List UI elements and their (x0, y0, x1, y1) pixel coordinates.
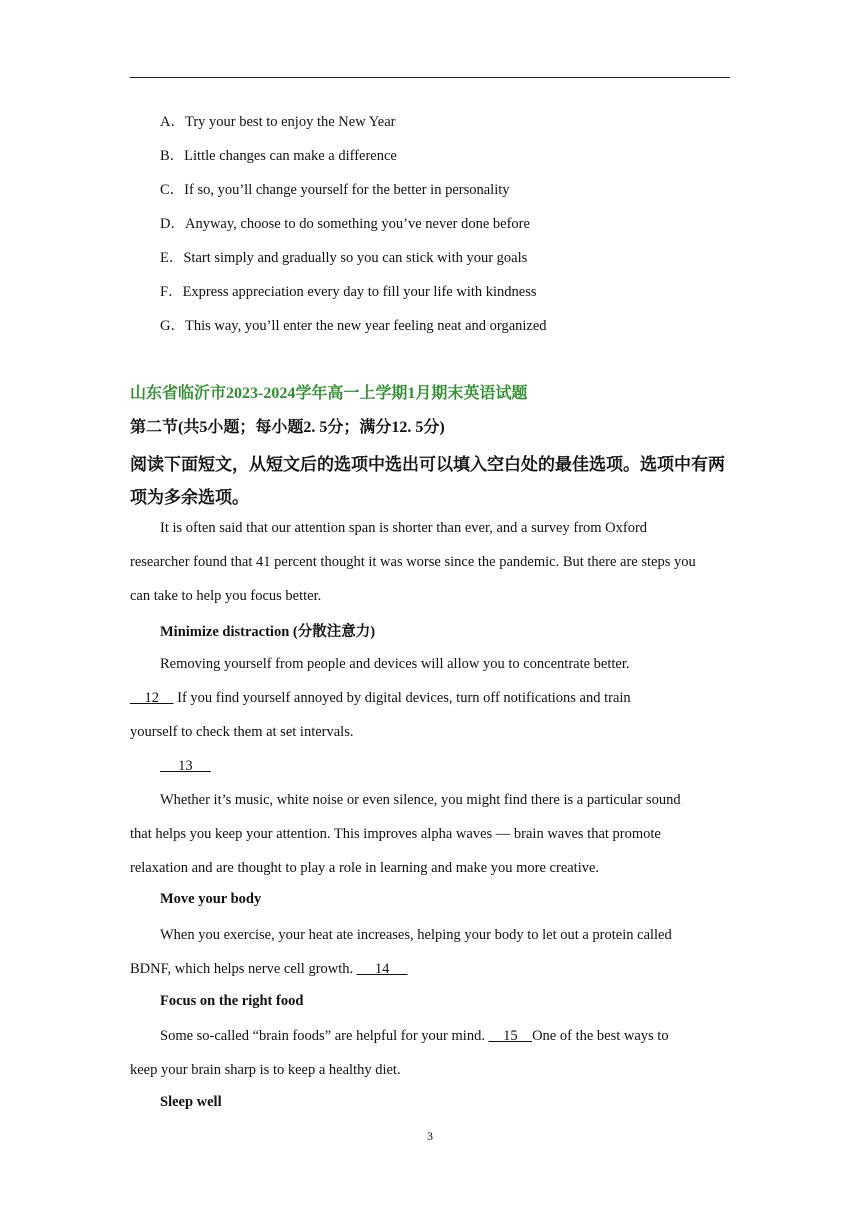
intro-line-2: researcher found that 41 percent thought it was worse since the pandemic. But there are steps you (130, 554, 696, 570)
header-rule (130, 77, 730, 78)
option-a: A．Try your best to enjoy the New Year (160, 114, 396, 130)
blank-13: 13 (160, 758, 211, 774)
food-line-1: Some so-called “brain foods” are helpful for your mind. 15 One of the best ways to (160, 1028, 669, 1044)
instructions-line-2: 项为多余选项。 (130, 488, 249, 507)
blank-14: 14 (356, 961, 408, 977)
heading-sleep-well: Sleep well (160, 1094, 222, 1110)
option-f: F．Express appreciation every day to fill your life with kindness (160, 284, 537, 300)
section-header: 第二节(共5小题；每小题2. 5分；满分12. 5分) (130, 419, 445, 436)
option-e: E．Start simply and gradually so you can stick with your goals (160, 250, 528, 266)
intro-line-3: can take to help you focus better. (130, 588, 322, 604)
minimize-line-1: Removing yourself from people and devices will allow you to concentrate better. (160, 656, 630, 672)
blank-15: 15 (488, 1028, 533, 1044)
instructions-line-1: 阅读下面短文，从短文后的选项中选出可以填入空白处的最佳选项。选项中有两 (130, 455, 725, 474)
option-c: C．If so, you’ll change yourself for the better in personality (160, 182, 510, 198)
move-line-1: When you exercise, your heat ate increases, helping your body to let out a protein called (160, 927, 672, 943)
blank-13-line (160, 756, 211, 776)
minimize-line-3: yourself to check them at set intervals. (130, 724, 354, 740)
section-title: 山东省临沂市2023-2024学年高一上学期1月期末英语试题 (130, 385, 528, 402)
option-g: G．This way, you’ll enter the new year feeling neat and organized (160, 318, 547, 334)
minimize-line-2: 12 If you find yourself annoyed by digital devices, turn off notifications and train (130, 690, 631, 706)
option-b: B．Little changes can make a difference (160, 148, 397, 164)
option-d: D．Anyway, choose to do something you’ve never done before (160, 216, 530, 232)
intro-line-1: It is often said that our attention span is shorter than ever, and a survey from Oxford (160, 520, 648, 536)
page-number: 3 (427, 1129, 433, 1143)
heading-focus-food: Focus on the right food (160, 993, 304, 1009)
sound-line-1: Whether it’s music, white noise or even silence, you might find there is a particular sound (160, 792, 681, 808)
blank-12: 12 (130, 690, 174, 706)
heading-minimize-distraction: Minimize distraction (分散注意力) (160, 624, 376, 640)
sound-line-3: relaxation and are thought to play a role in learning and make you more creative. (130, 860, 600, 876)
heading-move-your-body: Move your body (160, 891, 262, 907)
food-line-2: keep your brain sharp is to keep a healthy diet. (130, 1062, 401, 1078)
move-line-2: BDNF, which helps nerve cell growth. 14 (130, 961, 408, 977)
sound-line-2: that helps you keep your attention. This improves alpha waves — brain waves that promote (130, 826, 661, 842)
